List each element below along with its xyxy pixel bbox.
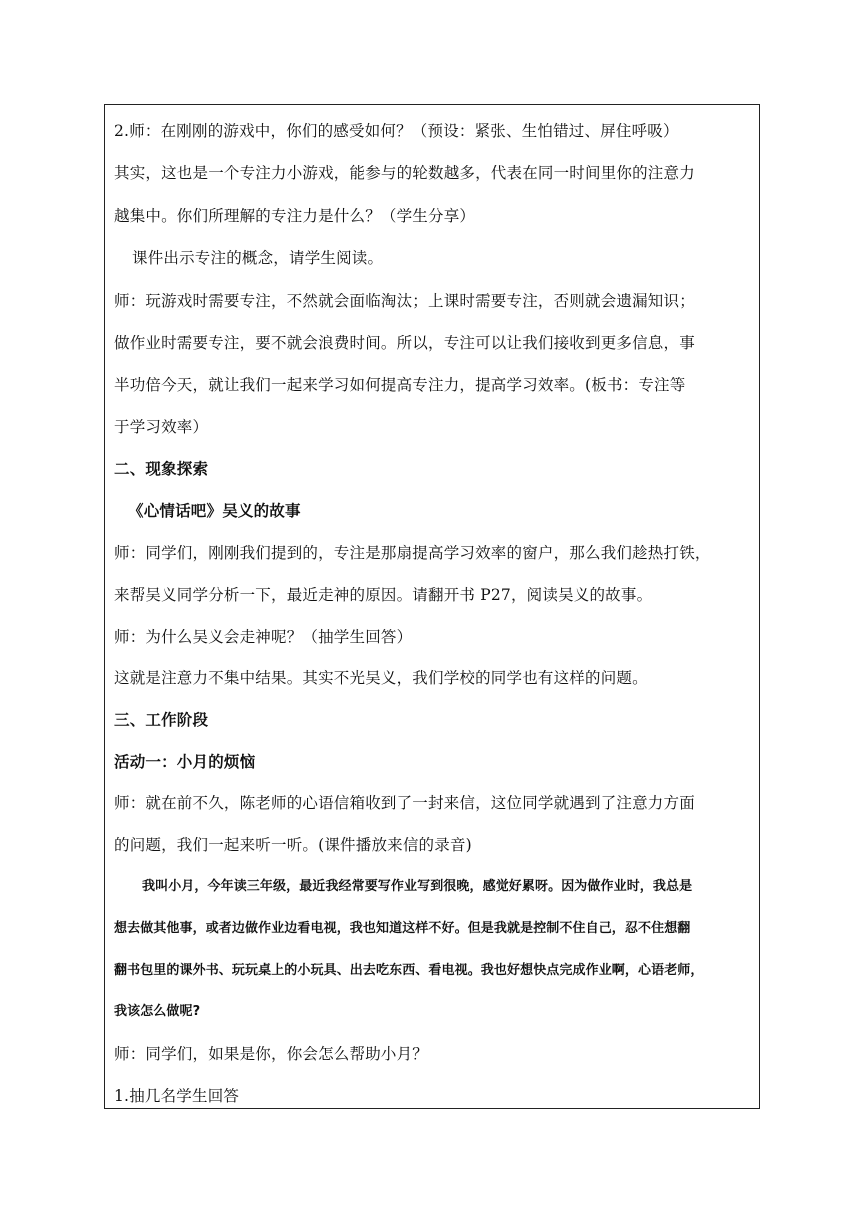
para-teacher-explain-1: 师：玩游戏时需要专注，不然就会面临淘汰；上课时需要专注，否则就会遗漏知识； [114,292,695,310]
para-teacher-letter-1: 师：就在前不久，陈老师的心语信箱收到了一封来信，这位同学就遇到了注意力方面 [114,794,695,812]
para-teacher-explain-3: 半功倍今天，就让我们一起来学习如何提高专注力，提高学习效率。(板书：专注等 [114,376,686,394]
letter-line-3: 翻书包里的课外书、玩玩桌上的小玩具、出去吃东西、看电视。我也好想快点完成作业啊，心语老师， [114,963,704,978]
para-attention-result: 这就是注意力不集中结果。其实不光吴义，我们学校的同学也有这样的问题。 [114,669,648,687]
heading-phenomenon-explore: 二、现象探索 [114,460,209,478]
letter-line-2: 想去做其他事，或者边做作业边看电视，我也知道这样不好。但是我就是控制不住自己，忍不住想翻 [114,921,691,936]
para-focus-game-2: 越集中。你们所理解的专注力是什么？（学生分享） [114,207,476,225]
letter-line-4: 我该怎么做呢? [114,1004,201,1019]
letter-line-1: 我叫小月，今年读三年级，最近我经常要写作业写到很晚，感觉好累呀。因为做作业时，我总是 [142,879,693,894]
para-courseware-concept: 课件出示专注的概念，请学生阅读。 [132,249,384,267]
para-focus-game-1: 其实，这也是一个专注力小游戏，能参与的轮数越多，代表在同一时间里你的注意力 [114,164,695,182]
heading-work-stage: 三、工作阶段 [114,711,209,729]
para-teacher-window-2: 来帮吴义同学分析一下，最近走神的原因。请翻开书 P27，阅读吴义的故事。 [114,586,653,604]
heading-activity-one: 活动一：小月的烦恼 [114,753,256,771]
para-student-answer: 1.抽几名学生回答 [114,1087,240,1105]
para-teacher-explain-2: 做作业时需要专注，要不就会浪费时间。所以，专注可以让我们接收到更多信息，事 [114,334,695,352]
para-teacher-question-2: 2.师：在刚刚的游戏中，你们的感受如何？（预设：紧张、生怕错过、屏住呼吸） [114,122,679,140]
subheading-wuyi-story: 《心情话吧》吴义的故事 [128,502,301,520]
para-teacher-why: 师：为什么吴义会走神呢？（抽学生回答） [114,628,413,646]
para-teacher-letter-2: 的问题，我们一起来听一听。(课件播放来信的录音) [114,836,472,854]
para-teacher-help: 师：同学们，如果是你，你会怎么帮助小月？ [114,1045,429,1063]
para-teacher-explain-4: 于学习效率） [114,418,209,436]
para-teacher-window-1: 师：同学们，刚刚我们提到的，专注是那扇提高学习效率的窗户，那么我们趁热打铁， [114,544,711,562]
